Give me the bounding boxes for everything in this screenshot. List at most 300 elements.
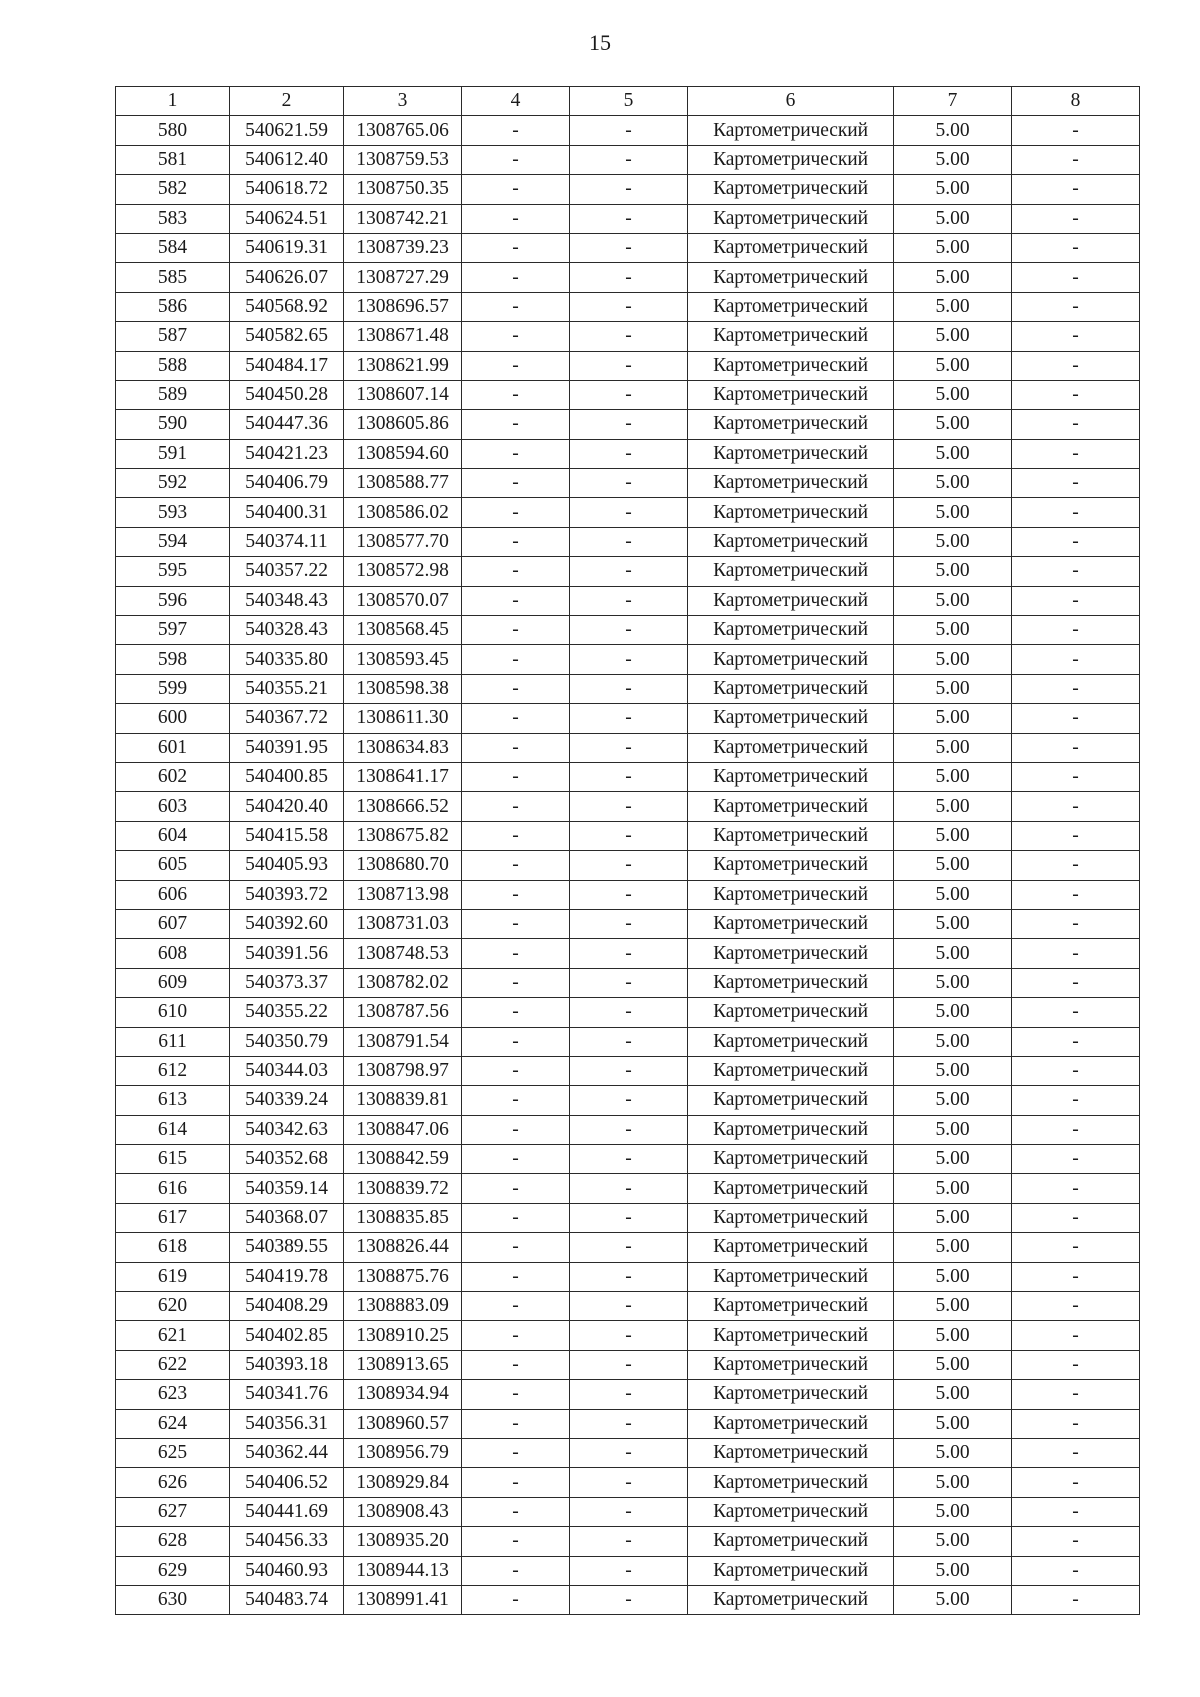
column-5-cell: - (570, 410, 688, 439)
method-cell: Картометрический (688, 821, 894, 850)
x-coordinate-cell: 540391.95 (230, 733, 344, 762)
accuracy-cell: 5.00 (894, 1350, 1012, 1379)
accuracy-cell: 5.00 (894, 410, 1012, 439)
method-cell: Картометрический (688, 1174, 894, 1203)
method-cell: Картометрический (688, 263, 894, 292)
coordinates-table (115, 86, 1140, 1615)
y-coordinate-cell: 1308835.85 (344, 1203, 462, 1232)
column-8-cell: - (1012, 1115, 1140, 1144)
point-number-cell: 582 (116, 175, 230, 204)
table-row (116, 968, 1140, 997)
point-number-cell: 603 (116, 792, 230, 821)
accuracy-cell: 5.00 (894, 968, 1012, 997)
accuracy-cell: 5.00 (894, 145, 1012, 174)
method-cell: Картометрический (688, 1292, 894, 1321)
y-coordinate-cell: 1308588.77 (344, 469, 462, 498)
accuracy-cell: 5.00 (894, 674, 1012, 703)
point-number-cell: 604 (116, 821, 230, 850)
accuracy-cell: 5.00 (894, 498, 1012, 527)
column-5-cell: - (570, 1585, 688, 1614)
method-cell: Картометрический (688, 116, 894, 145)
accuracy-cell: 5.00 (894, 439, 1012, 468)
x-coordinate-cell: 540342.63 (230, 1115, 344, 1144)
accuracy-cell: 5.00 (894, 116, 1012, 145)
column-4-cell: - (462, 1056, 570, 1085)
column-4-cell: - (462, 439, 570, 468)
column-5-cell: - (570, 586, 688, 615)
column-8-cell: - (1012, 204, 1140, 233)
column-header: 7 (894, 87, 1012, 116)
x-coordinate-cell: 540368.07 (230, 1203, 344, 1232)
x-coordinate-cell: 540624.51 (230, 204, 344, 233)
table-row (116, 909, 1140, 938)
accuracy-cell: 5.00 (894, 909, 1012, 938)
method-cell: Картометрический (688, 1380, 894, 1409)
x-coordinate-cell: 540374.11 (230, 527, 344, 556)
x-coordinate-cell: 540389.55 (230, 1233, 344, 1262)
table-row (116, 233, 1140, 262)
column-8-cell: - (1012, 1145, 1140, 1174)
point-number-cell: 630 (116, 1585, 230, 1614)
table-row (116, 557, 1140, 586)
y-coordinate-cell: 1308759.53 (344, 145, 462, 174)
accuracy-cell: 5.00 (894, 1321, 1012, 1350)
table-row (116, 1350, 1140, 1379)
column-header: 1 (116, 87, 230, 116)
accuracy-cell: 5.00 (894, 1115, 1012, 1144)
method-cell: Картометрический (688, 1203, 894, 1232)
column-8-cell: - (1012, 469, 1140, 498)
y-coordinate-cell: 1308742.21 (344, 204, 462, 233)
x-coordinate-cell: 540420.40 (230, 792, 344, 821)
x-coordinate-cell: 540335.80 (230, 645, 344, 674)
method-cell: Картометрический (688, 645, 894, 674)
accuracy-cell: 5.00 (894, 1585, 1012, 1614)
column-8-cell: - (1012, 939, 1140, 968)
column-8-cell: - (1012, 674, 1140, 703)
column-8-cell: - (1012, 704, 1140, 733)
accuracy-cell: 5.00 (894, 792, 1012, 821)
method-cell: Картометрический (688, 1350, 894, 1379)
point-number-cell: 580 (116, 116, 230, 145)
method-cell: Картометрический (688, 1468, 894, 1497)
accuracy-cell: 5.00 (894, 998, 1012, 1027)
method-cell: Картометрический (688, 1145, 894, 1174)
column-4-cell: - (462, 1380, 570, 1409)
y-coordinate-cell: 1308944.13 (344, 1556, 462, 1585)
y-coordinate-cell: 1308739.23 (344, 233, 462, 262)
y-coordinate-cell: 1308910.25 (344, 1321, 462, 1350)
table-row (116, 1115, 1140, 1144)
x-coordinate-cell: 540328.43 (230, 616, 344, 645)
column-5-cell: - (570, 1527, 688, 1556)
column-4-cell: - (462, 145, 570, 174)
table-row (116, 1145, 1140, 1174)
column-8-cell: - (1012, 1321, 1140, 1350)
column-8-cell: - (1012, 145, 1140, 174)
column-4-cell: - (462, 380, 570, 409)
y-coordinate-cell: 1308671.48 (344, 322, 462, 351)
point-number-cell: 629 (116, 1556, 230, 1585)
column-5-cell: - (570, 1203, 688, 1232)
column-5-cell: - (570, 851, 688, 880)
point-number-cell: 621 (116, 1321, 230, 1350)
column-4-cell: - (462, 557, 570, 586)
column-8-cell: - (1012, 821, 1140, 850)
point-number-cell: 628 (116, 1527, 230, 1556)
column-4-cell: - (462, 1321, 570, 1350)
table-row (116, 1585, 1140, 1614)
method-cell: Картометрический (688, 586, 894, 615)
column-8-cell: - (1012, 586, 1140, 615)
table-row (116, 733, 1140, 762)
method-cell: Картометрический (688, 557, 894, 586)
column-4-cell: - (462, 1115, 570, 1144)
y-coordinate-cell: 1308913.65 (344, 1350, 462, 1379)
method-cell: Картометрический (688, 704, 894, 733)
y-coordinate-cell: 1308826.44 (344, 1233, 462, 1262)
accuracy-cell: 5.00 (894, 645, 1012, 674)
method-cell: Картометрический (688, 380, 894, 409)
y-coordinate-cell: 1308713.98 (344, 880, 462, 909)
column-4-cell: - (462, 616, 570, 645)
point-number-cell: 616 (116, 1174, 230, 1203)
x-coordinate-cell: 540356.31 (230, 1409, 344, 1438)
accuracy-cell: 5.00 (894, 1203, 1012, 1232)
x-coordinate-cell: 540350.79 (230, 1027, 344, 1056)
column-8-cell: - (1012, 1468, 1140, 1497)
x-coordinate-cell: 540441.69 (230, 1497, 344, 1526)
table-body (116, 116, 1140, 1615)
column-header: 4 (462, 87, 570, 116)
accuracy-cell: 5.00 (894, 1086, 1012, 1115)
method-cell: Картометрический (688, 1556, 894, 1585)
table-row (116, 322, 1140, 351)
page-number: 15 (589, 30, 611, 55)
x-coordinate-cell: 540405.93 (230, 851, 344, 880)
method-cell: Картометрический (688, 1527, 894, 1556)
accuracy-cell: 5.00 (894, 175, 1012, 204)
column-5-cell: - (570, 351, 688, 380)
accuracy-cell: 5.00 (894, 1145, 1012, 1174)
column-8-cell: - (1012, 968, 1140, 997)
accuracy-cell: 5.00 (894, 762, 1012, 791)
x-coordinate-cell: 540626.07 (230, 263, 344, 292)
column-5-cell: - (570, 1497, 688, 1526)
column-8-cell: - (1012, 1497, 1140, 1526)
column-4-cell: - (462, 498, 570, 527)
x-coordinate-cell: 540406.52 (230, 1468, 344, 1497)
method-cell: Картометрический (688, 498, 894, 527)
column-5-cell: - (570, 498, 688, 527)
column-8-cell: - (1012, 116, 1140, 145)
column-8-cell: - (1012, 175, 1140, 204)
column-4-cell: - (462, 233, 570, 262)
x-coordinate-cell: 540460.93 (230, 1556, 344, 1585)
point-number-cell: 593 (116, 498, 230, 527)
point-number-cell: 627 (116, 1497, 230, 1526)
y-coordinate-cell: 1308791.54 (344, 1027, 462, 1056)
point-number-cell: 602 (116, 762, 230, 791)
column-8-cell: - (1012, 498, 1140, 527)
method-cell: Картометрический (688, 1233, 894, 1262)
column-4-cell: - (462, 674, 570, 703)
x-coordinate-cell: 540406.79 (230, 469, 344, 498)
y-coordinate-cell: 1308568.45 (344, 616, 462, 645)
column-5-cell: - (570, 1115, 688, 1144)
method-cell: Картометрический (688, 1086, 894, 1115)
point-number-cell: 583 (116, 204, 230, 233)
column-5-cell: - (570, 527, 688, 556)
column-8-cell: - (1012, 380, 1140, 409)
y-coordinate-cell: 1308956.79 (344, 1438, 462, 1467)
column-5-cell: - (570, 939, 688, 968)
table-row (116, 1438, 1140, 1467)
column-5-cell: - (570, 1556, 688, 1585)
column-5-cell: - (570, 909, 688, 938)
x-coordinate-cell: 540373.37 (230, 968, 344, 997)
accuracy-cell: 5.00 (894, 1056, 1012, 1085)
column-8-cell: - (1012, 322, 1140, 351)
column-8-cell: - (1012, 998, 1140, 1027)
x-coordinate-cell: 540362.44 (230, 1438, 344, 1467)
column-8-cell: - (1012, 1585, 1140, 1614)
column-5-cell: - (570, 704, 688, 733)
table-row (116, 851, 1140, 880)
y-coordinate-cell: 1308731.03 (344, 909, 462, 938)
point-number-cell: 607 (116, 909, 230, 938)
point-number-cell: 626 (116, 1468, 230, 1497)
column-4-cell: - (462, 1409, 570, 1438)
x-coordinate-cell: 540456.33 (230, 1527, 344, 1556)
column-8-cell: - (1012, 792, 1140, 821)
table-row (116, 410, 1140, 439)
column-header: 5 (570, 87, 688, 116)
table-row (116, 1056, 1140, 1085)
table-row (116, 674, 1140, 703)
column-5-cell: - (570, 1438, 688, 1467)
accuracy-cell: 5.00 (894, 733, 1012, 762)
point-number-cell: 622 (116, 1350, 230, 1379)
point-number-cell: 584 (116, 233, 230, 262)
column-5-cell: - (570, 821, 688, 850)
column-4-cell: - (462, 586, 570, 615)
column-8-cell: - (1012, 733, 1140, 762)
method-cell: Картометрический (688, 145, 894, 174)
table-row (116, 351, 1140, 380)
column-8-cell: - (1012, 851, 1140, 880)
column-4-cell: - (462, 704, 570, 733)
accuracy-cell: 5.00 (894, 204, 1012, 233)
column-4-cell: - (462, 1203, 570, 1232)
table-row (116, 263, 1140, 292)
column-4-cell: - (462, 204, 570, 233)
y-coordinate-cell: 1308675.82 (344, 821, 462, 850)
column-4-cell: - (462, 1174, 570, 1203)
method-cell: Картометрический (688, 1027, 894, 1056)
accuracy-cell: 5.00 (894, 292, 1012, 321)
column-8-cell: - (1012, 1262, 1140, 1291)
column-4-cell: - (462, 527, 570, 556)
table-row (116, 1556, 1140, 1585)
accuracy-cell: 5.00 (894, 616, 1012, 645)
point-number-cell: 613 (116, 1086, 230, 1115)
column-4-cell: - (462, 968, 570, 997)
column-8-cell: - (1012, 1056, 1140, 1085)
method-cell: Картометрический (688, 410, 894, 439)
accuracy-cell: 5.00 (894, 1380, 1012, 1409)
y-coordinate-cell: 1308607.14 (344, 380, 462, 409)
x-coordinate-cell: 540408.29 (230, 1292, 344, 1321)
column-8-cell: - (1012, 1380, 1140, 1409)
column-8-cell: - (1012, 439, 1140, 468)
column-8-cell: - (1012, 1350, 1140, 1379)
point-number-cell: 592 (116, 469, 230, 498)
point-number-cell: 596 (116, 586, 230, 615)
x-coordinate-cell: 540393.18 (230, 1350, 344, 1379)
column-4-cell: - (462, 1527, 570, 1556)
method-cell: Картометрический (688, 175, 894, 204)
point-number-cell: 623 (116, 1380, 230, 1409)
column-header: 3 (344, 87, 462, 116)
table-row (116, 1027, 1140, 1056)
column-4-cell: - (462, 851, 570, 880)
table-row (116, 1527, 1140, 1556)
y-coordinate-cell: 1308572.98 (344, 557, 462, 586)
point-number-cell: 609 (116, 968, 230, 997)
column-5-cell: - (570, 439, 688, 468)
column-8-cell: - (1012, 1438, 1140, 1467)
x-coordinate-cell: 540357.22 (230, 557, 344, 586)
column-5-cell: - (570, 792, 688, 821)
method-cell: Картометрический (688, 762, 894, 791)
point-number-cell: 618 (116, 1233, 230, 1262)
point-number-cell: 600 (116, 704, 230, 733)
method-cell: Картометрический (688, 1262, 894, 1291)
point-number-cell: 585 (116, 263, 230, 292)
x-coordinate-cell: 540392.60 (230, 909, 344, 938)
table-row (116, 380, 1140, 409)
y-coordinate-cell: 1308593.45 (344, 645, 462, 674)
column-4-cell: - (462, 116, 570, 145)
column-4-cell: - (462, 880, 570, 909)
column-4-cell: - (462, 292, 570, 321)
method-cell: Картометрический (688, 204, 894, 233)
column-4-cell: - (462, 175, 570, 204)
column-header: 2 (230, 87, 344, 116)
column-4-cell: - (462, 322, 570, 351)
x-coordinate-cell: 540400.31 (230, 498, 344, 527)
column-4-cell: - (462, 1350, 570, 1379)
accuracy-cell: 5.00 (894, 939, 1012, 968)
method-cell: Картометрический (688, 322, 894, 351)
y-coordinate-cell: 1308839.72 (344, 1174, 462, 1203)
column-4-cell: - (462, 1292, 570, 1321)
y-coordinate-cell: 1308765.06 (344, 116, 462, 145)
x-coordinate-cell: 540391.56 (230, 939, 344, 968)
point-number-cell: 586 (116, 292, 230, 321)
y-coordinate-cell: 1308934.94 (344, 1380, 462, 1409)
point-number-cell: 610 (116, 998, 230, 1027)
table-row (116, 939, 1140, 968)
column-8-cell: - (1012, 1556, 1140, 1585)
accuracy-cell: 5.00 (894, 557, 1012, 586)
method-cell: Картометрический (688, 439, 894, 468)
y-coordinate-cell: 1308875.76 (344, 1262, 462, 1291)
column-4-cell: - (462, 821, 570, 850)
x-coordinate-cell: 540415.58 (230, 821, 344, 850)
column-8-cell: - (1012, 1203, 1140, 1232)
method-cell: Картометрический (688, 851, 894, 880)
y-coordinate-cell: 1308883.09 (344, 1292, 462, 1321)
table-row (116, 469, 1140, 498)
table-row (116, 1409, 1140, 1438)
column-5-cell: - (570, 233, 688, 262)
accuracy-cell: 5.00 (894, 233, 1012, 262)
column-4-cell: - (462, 1556, 570, 1585)
point-number-cell: 601 (116, 733, 230, 762)
column-4-cell: - (462, 1233, 570, 1262)
method-cell: Картометрический (688, 939, 894, 968)
x-coordinate-cell: 540421.23 (230, 439, 344, 468)
column-5-cell: - (570, 1468, 688, 1497)
table-row (116, 586, 1140, 615)
accuracy-cell: 5.00 (894, 1292, 1012, 1321)
point-number-cell: 589 (116, 380, 230, 409)
column-5-cell: - (570, 733, 688, 762)
column-4-cell: - (462, 1145, 570, 1174)
table-row (116, 439, 1140, 468)
column-5-cell: - (570, 1262, 688, 1291)
column-4-cell: - (462, 998, 570, 1027)
y-coordinate-cell: 1308847.06 (344, 1115, 462, 1144)
y-coordinate-cell: 1308782.02 (344, 968, 462, 997)
column-5-cell: - (570, 145, 688, 174)
x-coordinate-cell: 540359.14 (230, 1174, 344, 1203)
y-coordinate-cell: 1308727.29 (344, 263, 462, 292)
table-row (116, 1292, 1140, 1321)
x-coordinate-cell: 540348.43 (230, 586, 344, 615)
table-row (116, 1468, 1140, 1497)
accuracy-cell: 5.00 (894, 1027, 1012, 1056)
accuracy-cell: 5.00 (894, 821, 1012, 850)
column-5-cell: - (570, 968, 688, 997)
column-4-cell: - (462, 1027, 570, 1056)
y-coordinate-cell: 1308991.41 (344, 1585, 462, 1614)
x-coordinate-cell: 540619.31 (230, 233, 344, 262)
column-8-cell: - (1012, 410, 1140, 439)
y-coordinate-cell: 1308594.60 (344, 439, 462, 468)
point-number-cell: 598 (116, 645, 230, 674)
method-cell: Картометрический (688, 233, 894, 262)
column-8-cell: - (1012, 351, 1140, 380)
accuracy-cell: 5.00 (894, 1262, 1012, 1291)
point-number-cell: 612 (116, 1056, 230, 1085)
x-coordinate-cell: 540344.03 (230, 1056, 344, 1085)
point-number-cell: 614 (116, 1115, 230, 1144)
column-4-cell: - (462, 351, 570, 380)
table-row (116, 1321, 1140, 1350)
point-number-cell: 588 (116, 351, 230, 380)
y-coordinate-cell: 1308787.56 (344, 998, 462, 1027)
column-4-cell: - (462, 939, 570, 968)
y-coordinate-cell: 1308929.84 (344, 1468, 462, 1497)
column-8-cell: - (1012, 1086, 1140, 1115)
accuracy-cell: 5.00 (894, 263, 1012, 292)
accuracy-cell: 5.00 (894, 1438, 1012, 1467)
y-coordinate-cell: 1308621.99 (344, 351, 462, 380)
table-row (116, 204, 1140, 233)
